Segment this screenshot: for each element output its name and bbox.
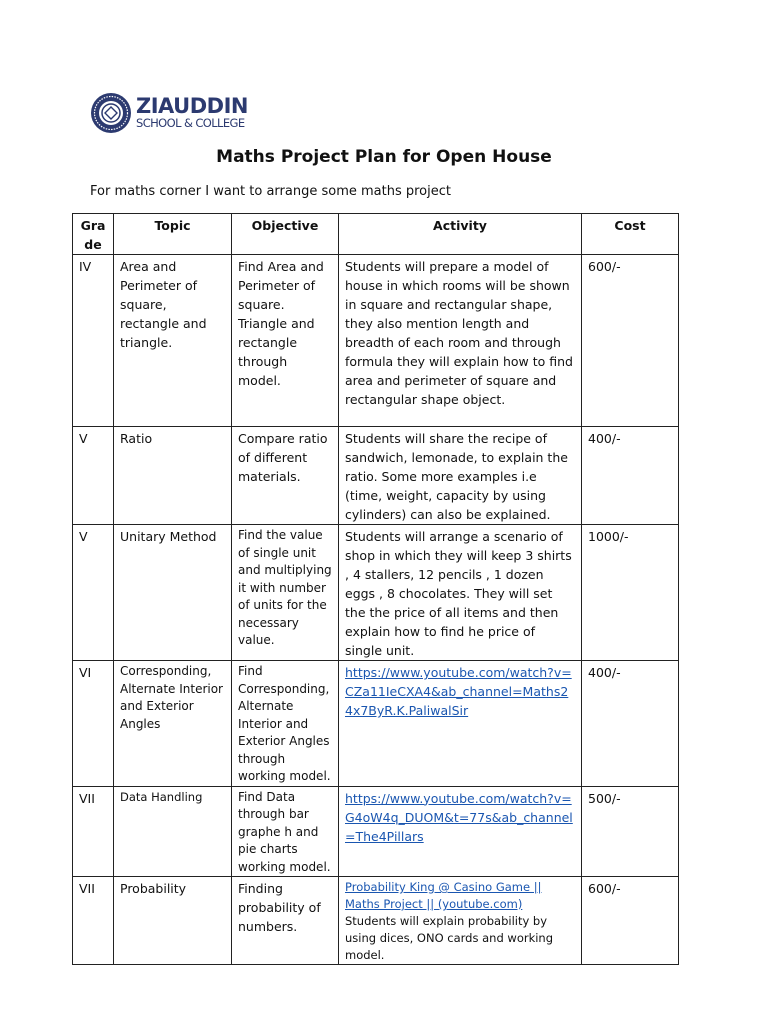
school-seal-icon (90, 92, 132, 134)
activity-description: Students will explain probability by using dices, ONO cards and working model. (345, 914, 554, 962)
logo-name: ZIAUDDIN (136, 94, 248, 119)
cell-cost: 600/- (582, 255, 679, 427)
cell-grade: VII (73, 877, 114, 965)
project-plan-table (72, 213, 679, 965)
cell-cost: 400/- (582, 661, 679, 787)
youtube-link[interactable]: Probability King @ Casino Game || Maths Project || (youtube.com) (345, 880, 542, 911)
cell-cost: 500/- (582, 786, 679, 877)
header-objective: Objective (232, 214, 339, 255)
cell-grade: VII (73, 786, 114, 877)
table-header-row (73, 214, 679, 255)
cell-objective: Find Corresponding, Alternate Interior and Exterior Angles through working model. (232, 661, 339, 787)
table-row (73, 786, 679, 877)
cell-topic: Ratio (114, 427, 232, 525)
school-logo (90, 91, 248, 135)
cell-cost: 400/- (582, 427, 679, 525)
table-row (73, 525, 679, 661)
cell-objective: Find Data through bar graphe h and pie charts working model. (232, 786, 339, 877)
cell-grade: V (73, 427, 114, 525)
cell-activity (339, 661, 582, 787)
cell-topic: Data Handling (114, 786, 232, 877)
cell-grade: V (73, 525, 114, 661)
cell-objective: Finding probability of numbers. (232, 877, 339, 965)
table-row (73, 877, 679, 965)
cell-activity (339, 786, 582, 877)
cell-topic: Probability (114, 877, 232, 965)
cell-activity (339, 877, 582, 965)
logo-subtitle: SCHOOL & COLLEGE (136, 116, 245, 131)
cell-objective: Find the value of single unit and multiplying it with number of units for the necessary value. (232, 525, 339, 661)
header-activity: Activity (339, 214, 582, 255)
cell-activity: Students will arrange a scenario of shop in which they will keep 3 shirts , 4 stallers, 12 pencils , 1 dozen eggs , 8 chocolates. They will set the the price of all items and then explain how to find he price of single unit. (339, 525, 582, 661)
cell-topic: Corresponding, Alternate Interior and Exterior Angles (114, 661, 232, 787)
youtube-link[interactable]: https://www.youtube.com/watch?v=CZa11IeCXA4&ab_channel=Maths24x7ByR.K.PaliwalSir (345, 665, 572, 718)
cell-topic: Unitary Method (114, 525, 232, 661)
table-row (73, 661, 679, 787)
table-row (73, 255, 679, 427)
cell-activity: Students will prepare a model of house in which rooms will be shown in square and rectangular shape, they also mention length and breadth of each room and through formula they will explain how to find area and perimeter of square and rectangular shape object. (339, 255, 582, 427)
cell-cost: 600/- (582, 877, 679, 965)
cell-objective: Compare ratio of different materials. (232, 427, 339, 525)
youtube-link[interactable]: https://www.youtube.com/watch?v=G4oW4q_DUOM&t=77s&ab_channel=The4Pillars (345, 790, 573, 844)
header-grade: Gra de (73, 214, 114, 255)
cell-grade: IV (73, 255, 114, 427)
header-topic: Topic (114, 214, 232, 255)
cell-cost: 1000/- (582, 525, 679, 661)
page-title: Maths Project Plan for Open House (216, 147, 552, 167)
table-row (73, 427, 679, 525)
cell-topic: Area and Perimeter of square, rectangle and triangle. (114, 255, 232, 427)
cell-grade: VI (73, 661, 114, 787)
cell-activity: Students will share the recipe of sandwich, lemonade, to explain the ratio. Some more examples i.e (time, weight, capacity by using cylinders) can also be explained. (339, 427, 582, 525)
header-cost: Cost (582, 214, 679, 255)
intro-text: For maths corner I want to arrange some maths project (90, 184, 451, 199)
cell-objective: Find Area and Perimeter of square. Triangle and rectangle through model. (232, 255, 339, 427)
